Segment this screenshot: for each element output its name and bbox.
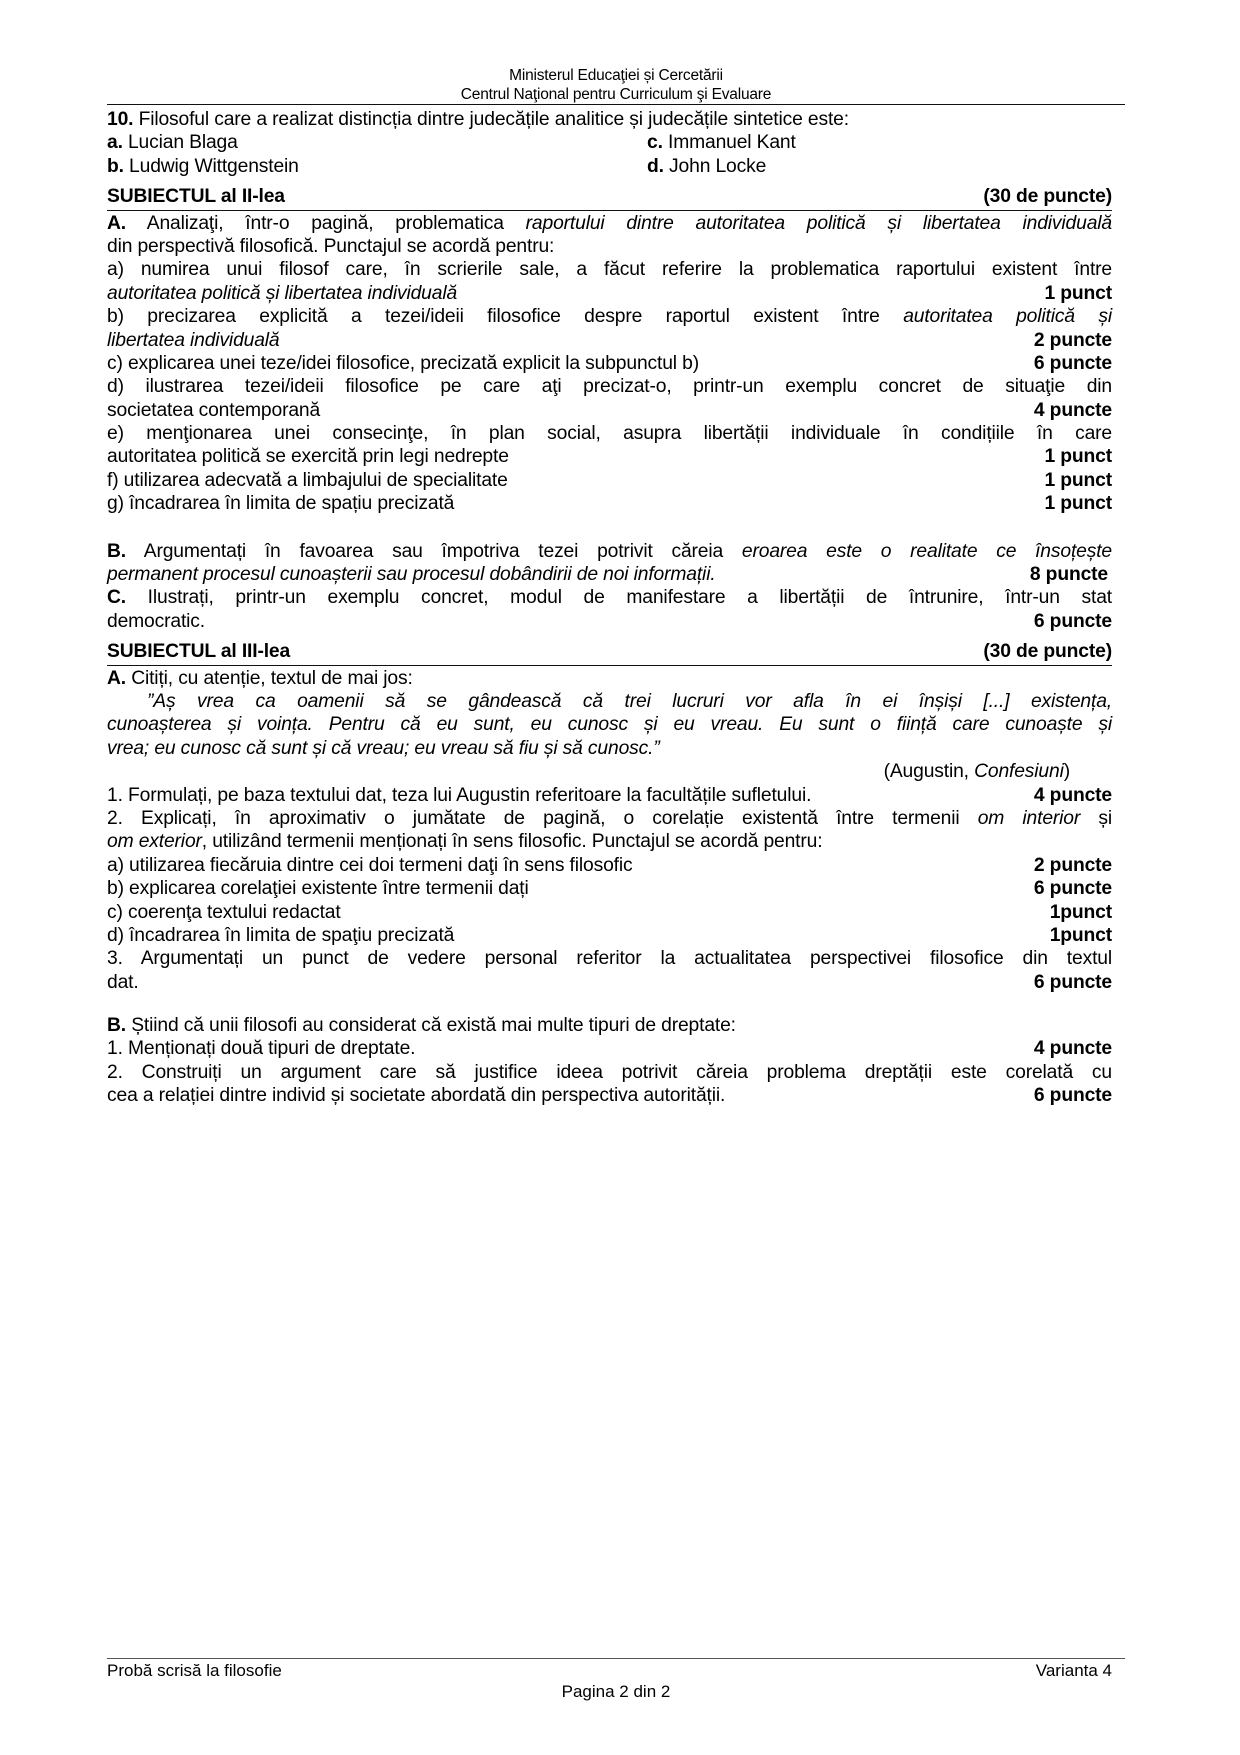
points: 8 puncte <box>1029 564 1108 586</box>
text: b) precizarea explicită a tezei/ideii filosofice despre raportul existent între <box>107 306 904 328</box>
text: , utilizând termenii menționați în sens filosofic. Punctajul se acordă pentru: <box>201 831 823 853</box>
criterion-e <box>107 445 1112 468</box>
text: g) încadrarea în limita de spațiu precizată <box>107 493 455 515</box>
item-label: A. <box>107 667 126 689</box>
text: democratic. <box>107 610 206 632</box>
question-number: 10. <box>107 109 134 130</box>
subject-3-b-q1 <box>107 1037 1112 1060</box>
spacer <box>107 516 1112 540</box>
subject-3-q3-cont <box>107 971 1112 994</box>
criterion-d <box>107 399 1112 422</box>
criterion-c <box>107 352 1112 375</box>
subject-3-b-q2-cont <box>107 1084 1112 1107</box>
option-text: Ludwig Wittgenstein <box>123 155 299 177</box>
points: 1 punct <box>1044 282 1112 304</box>
quote-line: cunoașterea și voința. Pentru că eu sunt, eu cunosc și eu vreau. Eu sunt o ființă care cunoaște și <box>107 714 1112 736</box>
italic-text: libertatea individuală <box>107 329 280 351</box>
option-letter: d. <box>647 155 664 177</box>
subject-2-a-intro <box>107 212 1112 235</box>
points: 1 punct <box>1044 469 1112 491</box>
option-letter: b. <box>107 155 124 177</box>
item-label: B. <box>107 1015 126 1037</box>
footer-rule <box>107 1658 1125 1659</box>
text: Ilustrați, printr-un exemplu concret, modul de manifestare a libertății de întrunire, într-un stat <box>125 587 1112 609</box>
points: 2 puncte <box>1033 854 1112 876</box>
text: a) utilizarea fiecăruia dintre cei doi termeni daţi în sens filosofic <box>107 854 633 876</box>
option-text: Lucian Blaga <box>122 132 238 154</box>
subject-3-q1 <box>107 784 1112 807</box>
italic-text: om exterior <box>107 831 202 853</box>
text: cea a relației dintre individ și societate abordată din perspectiva autorității. <box>107 1085 726 1107</box>
text: societatea contemporană <box>107 399 321 421</box>
item-label: B. <box>107 540 126 562</box>
italic-text: eroarea este o realitate ce însoțește <box>741 540 1112 562</box>
spacer <box>107 994 1112 1014</box>
header-center: Centrul Naţional pentru Curriculum şi Evaluare <box>460 86 772 103</box>
paren: ) <box>1063 761 1070 783</box>
subject-3-q2-c <box>107 901 1112 924</box>
header-ministry: Ministerul Educaţiei și Cercetării <box>509 67 723 84</box>
text-line <box>107 305 1112 328</box>
subject-3-q2-a <box>107 854 1112 877</box>
text: Analizaţi, într-o pagină, problematica <box>125 212 526 234</box>
question-10 <box>107 108 1112 131</box>
option-text: Immanuel Kant <box>662 132 796 154</box>
option-text: John Locke <box>663 155 767 177</box>
subject-2-c <box>107 586 1112 609</box>
text: și <box>1080 807 1112 829</box>
item-label: A. <box>107 212 126 234</box>
points: 1 punct <box>1044 493 1112 515</box>
points: 1 punct <box>1044 446 1112 468</box>
subject-3-b-q2: 2. Construiți un argument care să justifice ideea potrivit căreia problema dreptății este corelată cu <box>107 1061 1112 1083</box>
options-row-2 <box>107 155 1112 178</box>
option-d <box>647 155 766 178</box>
points: 4 puncte <box>1033 784 1112 806</box>
criterion-b <box>107 329 1112 352</box>
header-rule <box>107 104 1125 105</box>
text: 2. Explicați, în aproximativ o jumătate de pagină, o corelație existentă între termenii <box>107 807 978 829</box>
text-line: din perspectivă filosofică. Punctajul se acordă pentru: <box>107 235 555 257</box>
subject-title: SUBIECTUL al II-lea <box>107 186 285 208</box>
subject-title: SUBIECTUL al III-lea <box>107 641 291 663</box>
criterion-g <box>107 492 1112 515</box>
subject-2-b <box>107 540 1112 563</box>
criterion-a <box>107 282 1112 305</box>
option-letter: a. <box>107 132 123 154</box>
points: 6 puncte <box>1033 878 1112 900</box>
italic-text: om interior <box>977 807 1081 829</box>
subject-2-c-cont <box>107 610 1112 633</box>
subject-3-q2-cont <box>107 830 1112 853</box>
italic-text: permanent procesul cunoașterii sau procesul dobândirii de noi informații. <box>107 564 716 586</box>
text: Argumentați în favoarea sau împotriva tezei potrivit căreia <box>125 540 742 562</box>
points: 6 puncte <box>1033 610 1112 632</box>
points: 1punct <box>1049 901 1112 923</box>
subject-3-a-intro <box>107 667 1112 690</box>
subject-3-q2-d <box>107 924 1112 947</box>
option-c <box>647 131 796 154</box>
options-row-1 <box>107 131 1112 154</box>
subject-points: (30 de puncte) <box>983 186 1112 208</box>
text-line: d) ilustrarea tezei/ideii filosofice pe care aţi precizat-o, printr-un exemplu concret de situaţie din <box>107 376 1112 398</box>
points: 1punct <box>1049 924 1112 946</box>
points: 4 puncte <box>1033 399 1112 421</box>
subject-3-q3: 3. Argumentați un punct de vedere personal referitor la actualitatea perspectivei filosofice din textul <box>107 948 1112 970</box>
points: 6 puncte <box>1033 352 1112 374</box>
item-label: C. <box>107 587 126 609</box>
text: dat. <box>107 971 139 993</box>
author: (Augustin, <box>883 761 975 783</box>
option-a <box>107 132 238 153</box>
text: b) explicarea corelaţiei existente între termenii dați <box>107 878 529 900</box>
work-title: Confesiuni <box>974 761 1064 783</box>
text: 1. Menționați două tipuri de dreptate. <box>107 1038 416 1060</box>
quote-attribution <box>107 760 1112 783</box>
footer-variant: Varianta 4 <box>1035 1661 1112 1680</box>
question-text: Filosoful care a realizat distincția dintre judecățile analitice și judecățile sintetice este: <box>133 109 849 130</box>
text: d) încadrarea în limita de spaţiu precizată <box>107 924 455 946</box>
subject-3-b-intro <box>107 1014 1112 1037</box>
points: 6 puncte <box>1033 1085 1112 1107</box>
footer-page-number: Pagina 2 din 2 <box>561 1682 671 1701</box>
exam-body <box>107 108 1112 1108</box>
italic-text: autoritatea politică și <box>903 306 1112 328</box>
points: 2 puncte <box>1033 329 1112 351</box>
subject-2-b-cont <box>107 563 1112 586</box>
subject-3-q2 <box>107 807 1112 830</box>
italic-text: raportului dintre autoritatea politică și libertatea individuală <box>525 212 1112 234</box>
criterion-f <box>107 469 1112 492</box>
footer-exam-name: Probă scrisă la filosofie <box>107 1661 282 1680</box>
option-letter: c. <box>647 132 663 154</box>
option-b <box>107 156 299 177</box>
text: Știind că unii filosofi au considerat că există mai multe tipuri de dreptate: <box>125 1015 736 1037</box>
text: c) explicarea unei teze/idei filosofice, precizată explicit la subpunctul b) <box>107 352 699 374</box>
text: f) utilizarea adecvată a limbajului de specialitate <box>107 469 508 491</box>
text: 1. Formulați, pe baza textului dat, teza lui Augustin referitoare la facultățile sufletului. <box>107 784 812 806</box>
quote-line: vrea; eu cunosc că sunt și că vreau; eu vreau să fiu și să cunosc.” <box>107 737 660 759</box>
quote-line: ”Aș vrea ca oamenii să se gândească că trei lucruri vor afla în ei înșiși [...] existența, <box>147 690 1112 712</box>
points: 4 puncte <box>1033 1038 1112 1060</box>
subject-3-heading <box>107 641 1112 665</box>
text: Citiți, cu atenție, textul de mai jos: <box>125 667 413 689</box>
text-line: e) menţionarea unei consecinţe, în plan social, asupra libertății individuale în condițiile în care <box>107 423 1112 445</box>
subject-2-heading <box>107 186 1112 210</box>
subject-3-q2-b <box>107 877 1112 900</box>
subject-points: (30 de puncte) <box>983 641 1112 663</box>
italic-text: autoritatea politică și libertatea individuală <box>107 282 458 304</box>
text: c) coerenţa textului redactat <box>107 901 341 923</box>
text: autoritatea politică se exercită prin legi nedrepte <box>107 446 509 468</box>
points: 6 puncte <box>1033 971 1112 993</box>
text-line: a) numirea unui filosof care, în scrierile sale, a făcut referire la problematica raportului existent între <box>107 259 1112 281</box>
